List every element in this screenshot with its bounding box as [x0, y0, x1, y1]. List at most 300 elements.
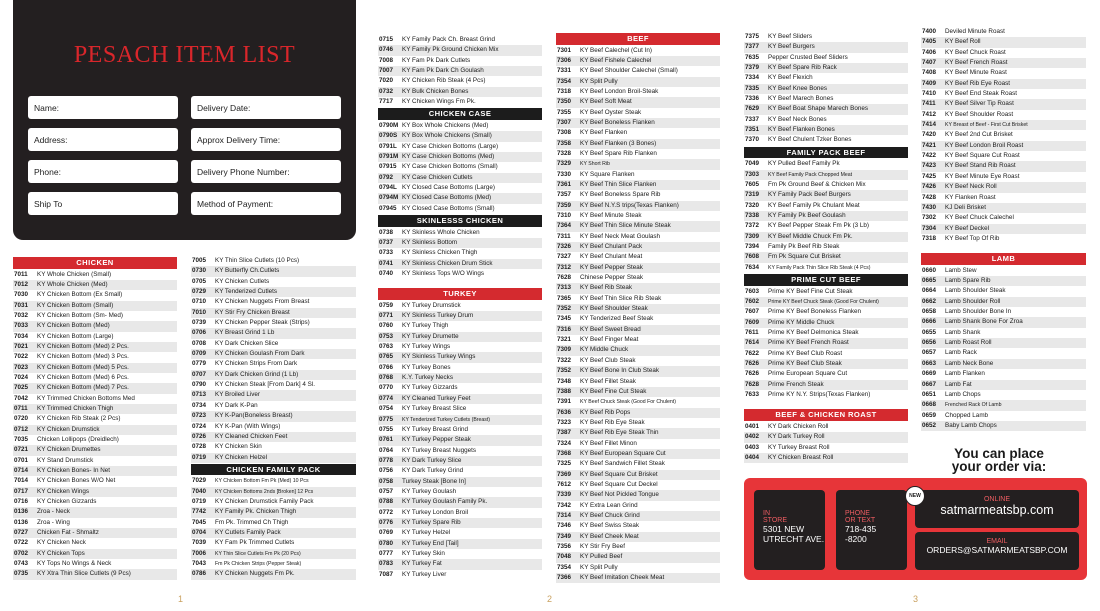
- list-item: [556, 470, 720, 480]
- list-item: [13, 394, 177, 404]
- item-name: KY Turkey Breast Grind: [402, 425, 469, 433]
- list-item: [191, 287, 356, 297]
- list-item: [921, 37, 1086, 47]
- item-code: 0719: [192, 498, 207, 506]
- item-code: 0755: [379, 425, 394, 433]
- item-code: 7012: [14, 280, 29, 288]
- phone-label-1: PHONE: [845, 510, 870, 517]
- item-name: KY Case Chicken Bottoms (Large): [402, 142, 499, 150]
- item-code: 7423: [922, 162, 937, 170]
- list-item: [378, 332, 542, 342]
- item-code: 7406: [922, 48, 937, 56]
- page-title: PESACH ITEM LIST: [73, 42, 296, 68]
- item-code: 7626: [745, 370, 760, 378]
- list-item: [744, 180, 908, 190]
- item-name: Lamb Stew: [945, 266, 977, 274]
- list-item: [556, 66, 720, 76]
- item-name: KY Flanken Roast: [945, 193, 996, 201]
- item-code: 7316: [557, 325, 572, 333]
- item-name: Fm Pk Ground Beef & Chicken Mix: [768, 180, 866, 188]
- order-heading-line-1: You can place: [954, 446, 1044, 461]
- item-name: KY Beef Fishele Calechel: [580, 56, 652, 64]
- list-item: [744, 32, 908, 42]
- item-code: 7354: [557, 77, 572, 85]
- address-field[interactable]: [28, 128, 178, 151]
- email-link[interactable]: ORDERS@SATMARMEATSBP.COM: [926, 545, 1068, 555]
- item-name: Fm Pk Square Cut Brisket: [768, 253, 841, 261]
- item-name: KY Beef London Broil Roast: [945, 141, 1024, 149]
- item-name: KY Closed Case Bottoms (Small): [402, 204, 495, 212]
- item-code: 7321: [557, 336, 572, 344]
- item-name: KY Turkey Drumette: [402, 332, 459, 340]
- item-name: KY Chicken Bottom (Large): [37, 332, 114, 340]
- item-code: 7335: [745, 84, 760, 92]
- item-name: Baby Lamb Chops: [945, 421, 997, 429]
- item-name: KY Beef Chuck Calechel: [945, 214, 1014, 222]
- item-code: 7346: [557, 522, 572, 530]
- list-item: [744, 318, 908, 328]
- list-item: [191, 569, 356, 579]
- list-item: [378, 425, 542, 435]
- item-code: 7365: [557, 294, 572, 302]
- phone-number-1[interactable]: 718-435: [845, 524, 877, 534]
- list-item: [556, 356, 720, 366]
- item-name: KY Beef Square Cut Brisket: [580, 470, 658, 478]
- store-label-1: IN: [763, 510, 770, 517]
- item-code: 0765: [379, 353, 394, 361]
- item-code: 0756: [379, 467, 394, 475]
- item-name: Lamb Shoulder Steak: [945, 287, 1006, 295]
- item-code: 7350: [557, 98, 572, 106]
- item-name: KY Square Flanken: [580, 170, 635, 178]
- list-item: [921, 266, 1086, 276]
- item-code: 7309: [557, 346, 572, 354]
- item-name: KY Turkey End [Tail]: [402, 539, 459, 547]
- item-code: 7355: [557, 108, 572, 116]
- item-code: 7032: [14, 311, 29, 319]
- item-name: KY Beef Shoulder Roast: [945, 110, 1014, 118]
- item-code: 0724: [192, 422, 207, 430]
- item-name: KY Turkey Bones: [402, 363, 451, 371]
- item-name: KY Stir Fry Chicken Breast: [215, 308, 290, 316]
- item-name: KY Skinless Chicken Thigh: [402, 249, 478, 257]
- item-name: KY Turkey Breast Slice: [402, 405, 467, 413]
- item-code: 7412: [922, 110, 937, 118]
- list-item: [13, 487, 177, 497]
- item-name: Prime European Square Cut: [768, 370, 848, 378]
- item-code: 0739: [192, 319, 207, 327]
- item-code: 7628: [557, 274, 572, 282]
- list-item: [378, 518, 542, 528]
- item-name: Prime KY Beef Chuck Steak (Good For Chulent): [768, 298, 879, 305]
- item-name: K.Y. Turkey Necks: [402, 374, 453, 382]
- item-code: 0774: [379, 394, 394, 402]
- list-item: [744, 369, 908, 379]
- list-item: [556, 190, 720, 200]
- delivery-date-field[interactable]: [191, 96, 341, 119]
- item-code: 0708: [192, 339, 207, 347]
- item-column: [744, 32, 908, 463]
- item-name: Prime KY Beef Club Steak: [768, 359, 842, 367]
- item-name: KY Chicken Neck: [37, 539, 86, 547]
- item-code: 0403: [745, 443, 760, 451]
- list-item: [556, 366, 720, 376]
- item-code: 7035: [14, 436, 29, 443]
- delivery-phone-label: Delivery Phone Number:: [197, 167, 290, 177]
- item-name: KY Beef Rib Pops: [580, 408, 631, 416]
- item-name: KY Whole Chicken (Med): [37, 280, 108, 288]
- list-item: [13, 301, 177, 311]
- list-item: [191, 370, 356, 380]
- item-code: 7304: [922, 224, 937, 232]
- list-item: [13, 425, 177, 435]
- item-name: KY Dark K-Pan: [215, 401, 258, 409]
- list-item: [744, 135, 908, 145]
- item-name: KY Chicken Wings Fm Pk.: [402, 98, 476, 106]
- item-name: KY Chicken Nuggets Fm Pk.: [215, 570, 295, 578]
- item-name: KY Chicken Nuggets From Breast: [215, 298, 310, 306]
- name-field[interactable]: [28, 96, 178, 119]
- list-item: [744, 297, 908, 307]
- item-name: KY Beef Square Cut Deckel: [580, 480, 658, 488]
- list-item: [556, 211, 720, 221]
- item-code: 7011: [14, 270, 28, 278]
- page-number-2: 2: [547, 594, 553, 604]
- item-code: 0658: [922, 308, 937, 316]
- list-item: [556, 428, 720, 438]
- item-code: 0775: [379, 415, 394, 423]
- list-item: [191, 487, 356, 497]
- list-item: [556, 46, 720, 56]
- section-header: CHICKEN FAMILY PACK: [191, 464, 356, 476]
- list-item: [744, 63, 908, 73]
- list-item: [13, 456, 177, 466]
- item-code: 7314: [557, 511, 572, 519]
- list-item: [556, 335, 720, 345]
- item-name: KY Family Pk Beef Goulash: [768, 212, 846, 219]
- list-item: [378, 383, 542, 393]
- item-name: KY Beef Flanken: [580, 129, 628, 137]
- item-name: KY Beef 2nd Cut Brisket: [945, 131, 1013, 139]
- item-name: KY Beef Thin Slice Minute Steak: [580, 222, 671, 230]
- item-code: 7318: [557, 87, 572, 95]
- phone-field[interactable]: [28, 160, 178, 183]
- item-code: 7014: [14, 477, 29, 485]
- item-code: 7030: [14, 291, 29, 299]
- item-name: KY Beef Fillet Steak: [580, 377, 636, 385]
- item-name: KY Beef Family Pk Chulant Meat: [768, 201, 860, 209]
- item-code: 0766: [379, 363, 394, 371]
- item-code: 7368: [557, 449, 572, 457]
- list-item: [191, 411, 356, 421]
- item-code: 7320: [745, 201, 760, 209]
- item-code: 7024: [14, 373, 29, 381]
- list-item: [191, 442, 356, 452]
- item-code: 0758: [379, 477, 394, 485]
- list-item: [378, 204, 542, 214]
- list-item: [378, 152, 542, 162]
- item-code: 7325: [557, 460, 572, 468]
- item-name: KY Skinless Tops W/O Wings: [402, 269, 485, 277]
- item-code: 7336: [745, 95, 760, 103]
- list-item: [921, 286, 1086, 296]
- list-item: [556, 304, 720, 314]
- list-item: [744, 443, 908, 453]
- item-name: KY Turkey Goulash: [402, 487, 457, 495]
- item-name: KY Beef Minute Eye Roast: [945, 172, 1020, 180]
- list-item: [13, 311, 177, 321]
- item-name: KY Beef Stand Rib Roast: [945, 162, 1016, 170]
- item-name: KY Beef Chulant Meat: [580, 253, 643, 261]
- list-item: [378, 183, 542, 193]
- list-item: [921, 68, 1086, 78]
- item-name: Frenched Rack Of Lamb: [945, 402, 1002, 409]
- item-code: 7387: [557, 429, 572, 437]
- list-item: [556, 449, 720, 459]
- item-code: 7409: [922, 79, 937, 87]
- item-name: KY Chicken Bones W/O Net: [37, 477, 116, 485]
- item-name: KY Beef Chuck Steak (Good For Chulent): [580, 399, 676, 406]
- item-code: 0778: [379, 456, 394, 464]
- item-name: KY Butterfly Ch.Cutlets: [215, 267, 280, 275]
- item-code: 0701: [14, 456, 29, 464]
- item-code: 7361: [557, 180, 572, 188]
- online-link[interactable]: satmarmeatsbp.com: [940, 503, 1054, 517]
- list-item: [744, 159, 908, 169]
- list-item: [744, 190, 908, 200]
- item-code: 7405: [922, 38, 937, 46]
- item-code: 7364: [557, 222, 572, 230]
- item-code: 0660: [922, 266, 937, 274]
- page-number-1: 1: [178, 594, 184, 604]
- list-item: [378, 477, 542, 487]
- list-item: [921, 234, 1086, 244]
- item-name: Zroa - Wing: [37, 518, 70, 526]
- list-item: [13, 445, 177, 455]
- item-code: 7622: [745, 349, 760, 357]
- list-item: [921, 99, 1086, 109]
- list-item: [191, 559, 356, 569]
- phone-number-2[interactable]: -8200: [845, 534, 867, 544]
- list-item: [13, 528, 177, 538]
- item-name: KY Beef Chuck Grind: [580, 511, 640, 519]
- list-item: [191, 422, 356, 432]
- item-code: 7040: [192, 487, 207, 495]
- item-code: 7422: [922, 152, 937, 160]
- item-code: 7351: [745, 126, 760, 134]
- list-item: [744, 73, 908, 83]
- list-item: [378, 528, 542, 538]
- item-code: 0780: [379, 539, 394, 547]
- list-item: [556, 159, 720, 169]
- list-item: [378, 435, 542, 445]
- list-item: [921, 328, 1086, 338]
- list-item: [378, 373, 542, 383]
- item-code: 7410: [922, 90, 937, 98]
- item-name: Prime KY Beef Fine Cut Steak: [768, 287, 853, 295]
- item-name: KY Beef European Square Cut: [580, 449, 666, 457]
- item-name: KY Middle Chuck: [580, 346, 629, 354]
- item-code: 0667: [922, 380, 937, 388]
- item-code: 7310: [557, 212, 572, 219]
- item-code: 7308: [557, 129, 572, 137]
- list-item: [13, 549, 177, 559]
- list-item: [13, 507, 177, 517]
- item-name: KY Beef Boneless Spare Rib: [580, 191, 661, 199]
- item-name: KY Family Pk. Chicken Thigh: [215, 508, 297, 516]
- section-header: CHICKEN CASE: [378, 108, 542, 120]
- item-name: KY Cutlets Family Pack: [215, 529, 281, 537]
- item-code: 7008: [379, 56, 394, 64]
- new-badge: NEW: [905, 486, 925, 506]
- item-name: Chopped Lamb: [945, 411, 989, 419]
- item-name: KY Beef Bone In Club Steak: [580, 367, 659, 375]
- list-item: [378, 394, 542, 404]
- list-item: [744, 242, 908, 252]
- item-code: 7375: [745, 33, 760, 40]
- list-item: [378, 142, 542, 152]
- list-item: [556, 501, 720, 511]
- list-item: [744, 359, 908, 369]
- list-item: [378, 508, 542, 518]
- item-name: KY Chicken Goulash From Dark: [215, 350, 305, 358]
- item-code: 7388: [557, 387, 572, 395]
- item-code: 0651: [922, 390, 937, 398]
- section-header: PRIME CUT BEEF: [744, 274, 908, 286]
- item-name: KY Tenderized Cutlets: [215, 288, 278, 296]
- item-name: KY Turkey Breast Roll: [768, 443, 830, 451]
- ship-to-label: Ship To: [34, 199, 63, 209]
- item-code: 7311: [557, 232, 571, 240]
- item-code: 7602: [745, 297, 760, 305]
- store-address-1: 5301 NEW: [763, 524, 805, 534]
- item-code: 7607: [745, 308, 760, 316]
- item-code: 0794M: [379, 194, 399, 202]
- list-item: [378, 404, 542, 414]
- approx-time-field[interactable]: [191, 128, 341, 151]
- list-item: [556, 128, 720, 138]
- item-code: 0652: [922, 421, 937, 429]
- item-code: 7605: [745, 180, 760, 188]
- item-name: KY Dark Turkey Grind: [402, 467, 464, 475]
- item-name: KY Beef Pepper Steak Fm Pk (3 Lb): [768, 222, 870, 230]
- item-code: 7612: [557, 480, 572, 488]
- item-code: 7007: [379, 67, 394, 75]
- item-code: 0136: [14, 518, 29, 526]
- item-name: KY Closed Case Bottoms (Large): [402, 183, 495, 191]
- item-code: 7356: [557, 543, 572, 550]
- list-item: [744, 201, 908, 211]
- item-name: Prime KY N.Y. Strips(Texas Flanken): [768, 391, 871, 398]
- item-code: 0706: [192, 329, 207, 337]
- item-code: 0761: [379, 436, 394, 444]
- item-name: KY Beef Rib Eye Roast: [945, 79, 1010, 87]
- item-code: 7349: [557, 532, 572, 540]
- item-name: KY Beef Knee Bones: [768, 84, 828, 92]
- item-code: 7302: [922, 214, 937, 222]
- item-name: KY Chicken Drumstick Family Pack: [215, 498, 314, 506]
- payment-field[interactable]: [191, 192, 341, 215]
- item-name: KY Beef Marech Bones: [768, 95, 834, 103]
- item-name: KY Beef Fine Cut Steak: [580, 387, 647, 395]
- item-name: Chinese Pepper Steak: [580, 274, 644, 282]
- item-code: 7394: [745, 243, 760, 251]
- list-item: [921, 421, 1086, 431]
- list-item: [191, 256, 356, 266]
- item-name: KY Split Pully: [580, 77, 618, 85]
- list-item: [921, 141, 1086, 151]
- item-name: Prime KY Middle Chuck: [768, 318, 835, 326]
- list-item: [556, 387, 720, 397]
- item-code: 0721: [14, 446, 29, 454]
- item-name: KY Chicken Bottom (Med): [37, 322, 110, 330]
- item-name: Turkey Steak [Bone In]: [402, 477, 466, 485]
- item-code: 0719: [192, 453, 207, 461]
- item-code: 0759: [379, 301, 394, 309]
- item-name: KY Beef Chuck Roast: [945, 48, 1006, 56]
- item-name: KY Turkey Breast Nuggets: [402, 446, 477, 454]
- list-item: [378, 342, 542, 352]
- item-code: 7307: [557, 118, 572, 126]
- list-item: [191, 549, 356, 559]
- item-code: 0717: [14, 487, 29, 495]
- section-header: LAMB: [921, 253, 1086, 265]
- list-item: [191, 432, 356, 442]
- item-name: KY Whole Chicken (Small): [37, 270, 112, 278]
- list-item: [13, 363, 177, 373]
- item-code: 0741: [379, 259, 394, 267]
- item-name: KY Skinless Turkey Wings: [402, 353, 476, 361]
- list-item: [191, 528, 356, 538]
- list-item: [13, 342, 177, 352]
- delivery-phone-field[interactable]: [191, 160, 341, 183]
- list-item: [378, 321, 542, 331]
- item-name: KY Beef N.Y.S trips(Texas Flanken): [580, 201, 679, 209]
- item-name: KY Beef Chulant Pack: [580, 243, 643, 251]
- item-code: 0788: [379, 498, 394, 506]
- item-name: Lamb Rack: [945, 349, 977, 357]
- list-item: [744, 252, 908, 262]
- item-name: KY Case Chicken Bottoms (Med): [402, 152, 495, 160]
- item-code: 0757: [379, 487, 394, 495]
- email-box: [915, 532, 1079, 570]
- ship-to-field[interactable]: [28, 192, 178, 215]
- item-name: Lamb Spare Rib: [945, 277, 991, 285]
- item-code: 7414: [922, 121, 937, 129]
- list-item: [921, 172, 1086, 182]
- list-item: [744, 42, 908, 52]
- list-item: [556, 521, 720, 531]
- item-name: KY Beef Swiss Steak: [580, 522, 640, 530]
- item-code: 7608: [745, 253, 760, 261]
- list-item: [13, 290, 177, 300]
- item-code: 0662: [922, 297, 937, 305]
- item-name: Family Pk Beef Rib Steak: [768, 243, 840, 251]
- list-item: [191, 476, 356, 486]
- item-code: 0743: [14, 560, 29, 568]
- list-item: [744, 453, 908, 463]
- item-name: KY Dark Chicken Grind (1 Lb): [215, 370, 299, 378]
- list-item: [556, 532, 720, 542]
- item-code: 7326: [557, 243, 572, 251]
- item-code: 0707: [192, 370, 207, 378]
- list-item: [556, 263, 720, 273]
- item-code: 7322: [557, 356, 572, 364]
- item-name: KY Skinless Turkey Drum: [402, 312, 474, 320]
- item-name: KY Turkey Wings: [402, 343, 451, 351]
- item-name: KY Beef Neck Roll: [945, 183, 997, 191]
- list-item: [921, 89, 1086, 99]
